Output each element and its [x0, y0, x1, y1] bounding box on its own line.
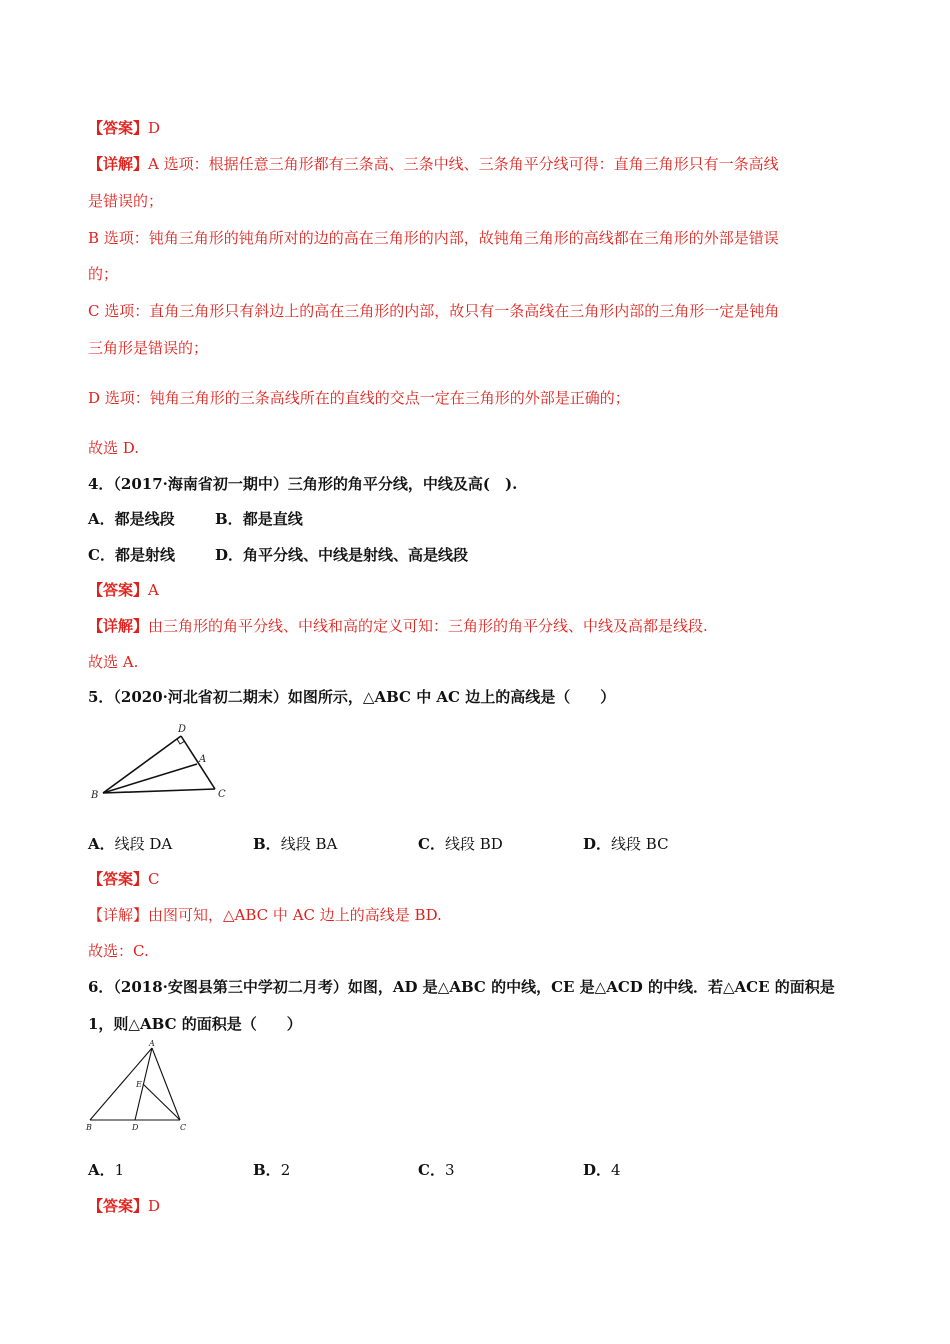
label-a: A [199, 754, 207, 765]
segment-bc [103, 789, 215, 793]
q5-option-b: B．线段 BA [253, 835, 338, 853]
q3-answer: 【答案】D [88, 119, 161, 137]
q6-option-b: B．2 [253, 1161, 291, 1179]
label-e: E [136, 1080, 142, 1089]
q5-option-d: D．线段 BC [583, 835, 669, 853]
q4-option-b: B．都是直线 [215, 510, 303, 528]
q6-option-a: A．1 [88, 1161, 125, 1179]
segment-ba [103, 764, 197, 793]
q4-option-d: D．角平分线、中线是射线、高是线段 [215, 546, 469, 564]
q6-option-d: D．4 [583, 1161, 621, 1179]
q3-detail-c: C 选项：直角三角形只有斜边上的高在三角形的内部，故只有一条高线在三角形内部的三角形一定是钝角 [88, 302, 780, 320]
q3-detail-d: D 选项：钝角三角形的三条高线所在的直线的交点一定在三角形的外部是正确的； [88, 389, 630, 407]
segment-ac [152, 1048, 180, 1120]
q4-conclusion: 故选 A. [88, 653, 139, 671]
q5-conclusion: 故选：C. [88, 942, 149, 960]
label-d: D [132, 1123, 139, 1132]
q6-stem-line2: 1，则△ABC 的面积是（ ） [88, 1015, 302, 1033]
q3-detail-b-cont: 的； [88, 265, 119, 283]
q5-triangle-figure [85, 720, 245, 810]
segment-dc [181, 736, 215, 789]
segment-ab [90, 1048, 152, 1120]
q5-detail: 【详解】由图可知，△ABC 中 AC 边上的高线是 BD. [88, 906, 442, 924]
q6-stem-line1: 6．（2018·安图县第三中学初二月考）如图，AD 是△ABC 的中线，CE 是△ACD 的中线．若△ACE 的面积是 [88, 978, 835, 996]
segment-ce [143, 1084, 180, 1120]
q3-detail-b: B 选项：钝角三角形的钝角所对的边的高在三角形的内部，故钝角三角形的高线都在三角形的外部是错误 [88, 229, 779, 247]
q3-conclusion: 故选 D. [88, 439, 140, 457]
q6-option-c: C．3 [418, 1161, 455, 1179]
label-c: C [218, 789, 226, 800]
q4-option-c: C．都是射线 [88, 546, 175, 564]
q5-answer: 【答案】C [88, 870, 160, 888]
q6-triangle-figure [82, 1040, 202, 1135]
label-d: D [178, 724, 187, 735]
label-b: B [91, 790, 99, 801]
q3-detail-a: 【详解】A 选项：根据任意三角形都有三条高、三条中线、三条角平分线可得：直角三角形只有一条高线 [88, 155, 779, 173]
q3-detail-a-cont: 是错误的； [88, 192, 164, 210]
label-b: B [86, 1123, 92, 1132]
q3-detail-c-cont: 三角形是错误的； [88, 339, 209, 357]
q4-detail: 【详解】由三角形的角平分线、中线和高的定义可知：三角形的角平分线、中线及高都是线段. [88, 617, 708, 635]
label-c: C [180, 1123, 187, 1132]
q6-answer: 【答案】D [88, 1197, 161, 1215]
q5-option-a: A．线段 DA [88, 835, 173, 853]
q5-option-c: C．线段 BD [418, 835, 503, 853]
q4-option-a: A．都是线段 [88, 510, 175, 528]
segment-bd [103, 736, 181, 793]
q4-answer: 【答案】A [88, 581, 159, 599]
label-a: A [149, 1039, 155, 1048]
q5-stem: 5．（2020·河北省初二期末）如图所示，△ABC 中 AC 边上的高线是（ ） [88, 688, 616, 706]
q4-stem: 4．（2017·海南省初一期中）三角形的角平分线，中线及高( ). [88, 475, 518, 493]
